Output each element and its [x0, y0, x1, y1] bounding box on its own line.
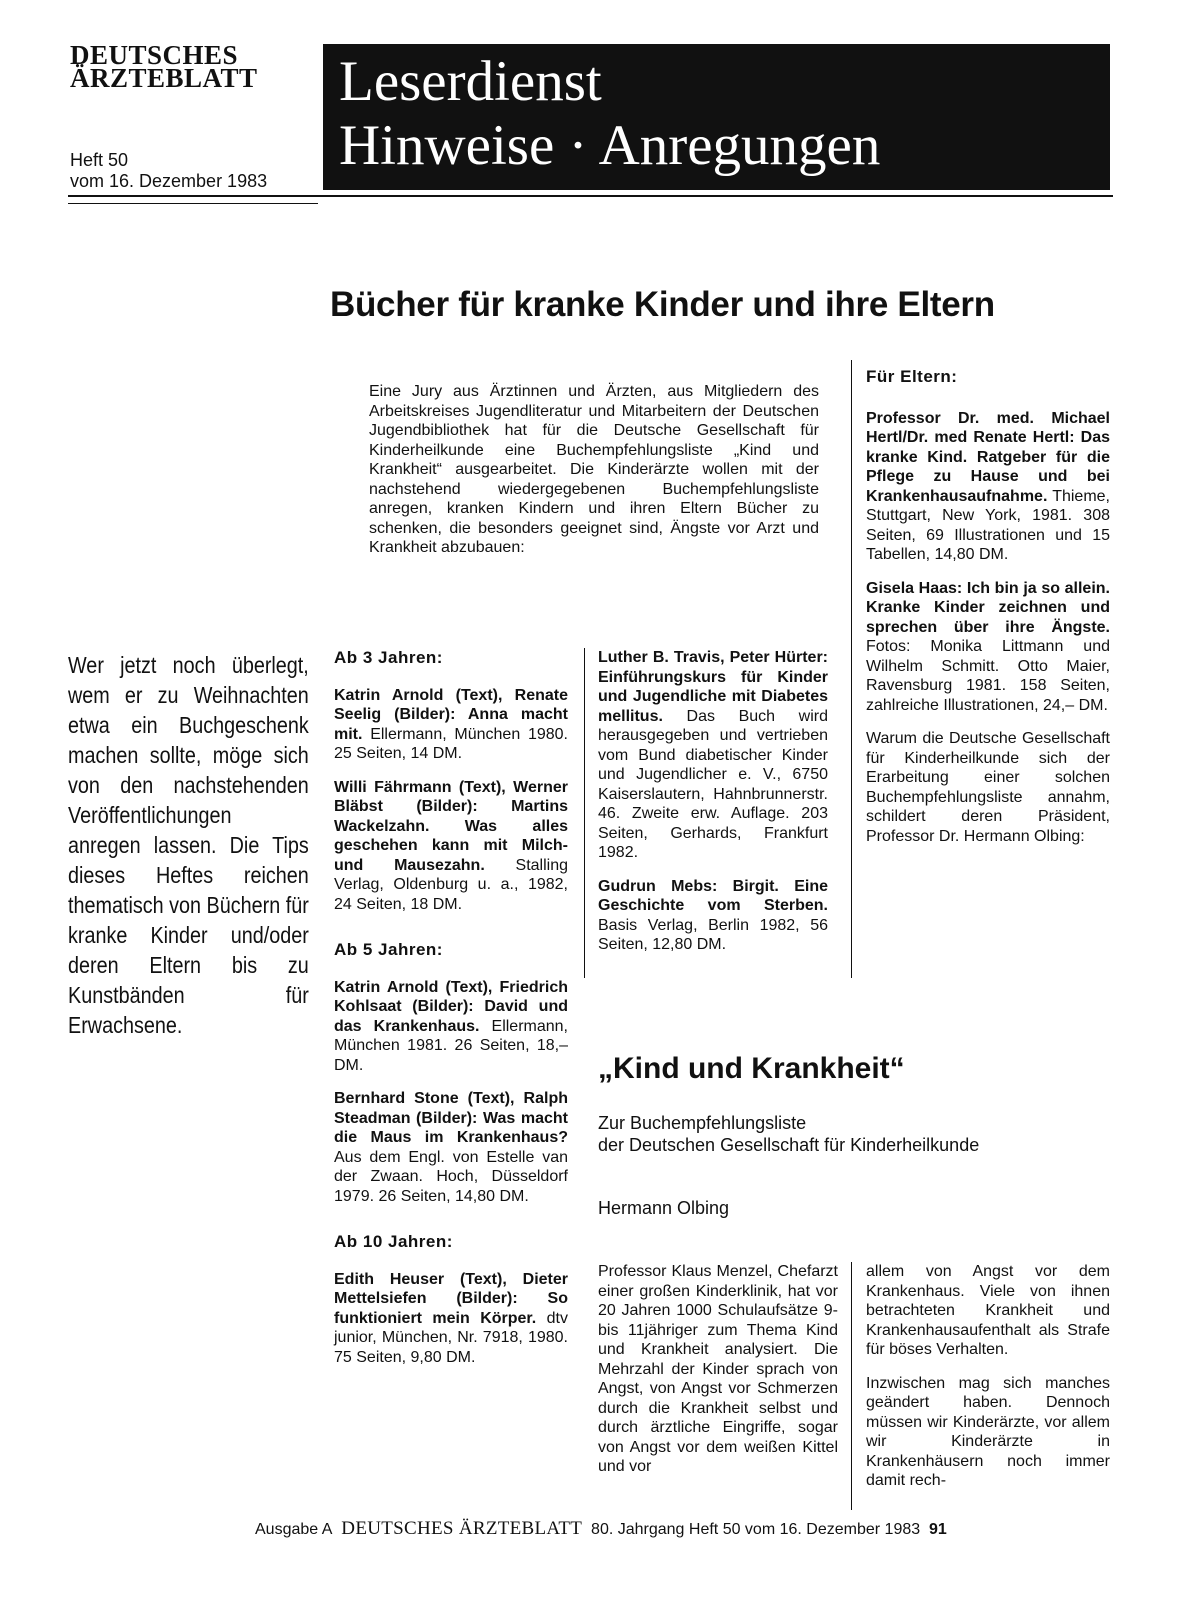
heading-ab-5: Ab 5 Jahren:: [334, 940, 443, 959]
book-entry: Katrin Arnold (Text), Friedrich Kohlsaat (Bilder): David und das Krankenhaus. Ellermann, München 1981. 26 Seiten, 18,– DM.: [334, 978, 568, 1074]
footer-edition: Ausgabe A: [255, 1521, 333, 1538]
header-rule: [68, 195, 1113, 197]
book-entry: Bernhard Stone (Text), Ralph Steadman (Bilder): Was macht die Maus im Krankenhaus? Aus dem Engl. von Estelle van der Zwaan. Hoch, Düsseldorf 1979. 26 Seiten, 14,80 DM.: [334, 1090, 568, 1205]
article-column-left: Professor Klaus Menzel, Chefarzt einer großen Kinderklinik, hat vor 20 Jahren 1000 Schulaufsätze 9- bis 11jähriger zum Thema Kind und Krankheit analysiert. Die Mehrzahl der Kinder sprach von Angst, von Angst vor Schmerzen durch die Krankheit selbst und durch ärztliche Eingriffe, sogar von Angst vor dem weißen Kittel und vor: [598, 1263, 838, 1475]
heading-ab-3: Ab 3 Jahren:: [334, 648, 443, 667]
heading-fuer-eltern: Für Eltern:: [866, 367, 958, 386]
closing-paragraph: Warum die Deutsche Gesellschaft für Kinderheilkunde sich der Erarbeitung einer solchen Buchempfehlungsliste annahm, schildert deren Präsident, Professor Dr. Hermann Olbing:: [866, 730, 1110, 845]
column-2: [598, 648, 828, 969]
banner-line1: Leserdienst: [339, 50, 602, 113]
book-entry: Luther B. Travis, Peter Hürter: Einführungskurs für Kinder und Jugendliche mit Diabetes mellitus. Das Buch wird herausgegeben und vertrieben vom Bund diabetischer Kinder und Jugendlicher e. V., 6750 Kaiserslautern, Hahnbrunnerstr. 46. Zweite erw. Auflage. 203 Seiten, Gerhards, Frankfurt 1982.: [598, 649, 828, 861]
masthead-line2: ÄRZTEBLATT: [70, 63, 258, 93]
section-banner: [323, 44, 1110, 190]
book-entry: Katrin Arnold (Text), Renate Seelig (Bilder): Anna macht mit. Ellermann, München 1980. 25 Seiten, 14 DM.: [334, 686, 568, 762]
article-author: Hermann Olbing: [598, 1198, 730, 1218]
footer-info: 80. Jahrgang Heft 50 vom 16. Dezember 1983: [591, 1521, 921, 1538]
banner-line2: Hinweise · Anregungen: [339, 114, 881, 177]
article-subtitle: Zur Buchempfehlungsliste der Deutschen Gesellschaft für Kinderheilkunde: [598, 1113, 980, 1155]
intro-text: [369, 382, 819, 572]
page-number: 91: [929, 1521, 947, 1538]
article-title: „Kind und Krankheit“: [598, 1052, 905, 1085]
article-column-right: allem von Angst vor dem Krankenhaus. Viele von ihnen betrachteten Krankheit und Krankenhausaufenthalt als Strafe für böses Verhalten. Inzwischen mag sich manches geändert haben. Dennoch müssen wir Kinderärzte, vor allem wir Kinderärzte in Krankenhäusern noch immer damit rech-: [866, 1263, 1110, 1489]
page-headline: Bücher für kranke Kinder und ihre Eltern: [330, 285, 995, 324]
header-rule-short: [68, 203, 318, 204]
column-divider: [584, 648, 585, 978]
masthead-logo: [70, 40, 310, 93]
masthead-line1: DEUTSCHES: [70, 40, 239, 70]
column-divider: [851, 360, 852, 978]
book-entry: Gudrun Mebs: Birgit. Eine Geschichte vom Sterben. Basis Verlag, Berlin 1982, 56 Seiten, 12,80 DM.: [598, 877, 828, 953]
book-entry: Gisela Haas: Ich bin ja so allein. Kranke Kinder zeichnen und sprechen über ihre Ängste. Fotos: Monika Littmann und Wilhelm Schmitt. Otto Maier, Ravensburg 1981. 158 Seiten, zahlreiche Illustrationen, 24,– DM.: [866, 579, 1110, 714]
pull-quote: Wer jetzt noch überlegt, wem er zu Weihnachten etwa ein Buchgeschenk machen sollte, möge sich von den nachstehenden Veröffentlichungen anregen lassen. Die Tips dieses Heftes reichen thematisch von Büchern für kranke Kinder und/oder deren Eltern bis zu Kunstbänden für Erwachsene.: [68, 652, 309, 1038]
column-3: [866, 367, 1110, 860]
heading-ab-10: Ab 10 Jahren:: [334, 1232, 453, 1251]
footer-journal: DEUTSCHES ÄRZTEBLATT: [341, 1518, 583, 1539]
issue-number: Heft 50: [70, 150, 129, 170]
issue-info: [70, 150, 267, 192]
book-entry: Professor Dr. med. Michael Hertl/Dr. med Renate Hertl: Das kranke Kind. Ratgeber für die Pflege zu Hause und bei Krankenhausaufnahme. Thieme, Stuttgart, New York, 1981. 308 Seiten, 69 Illustrationen und 15 Tabellen, 14,80 DM.: [866, 409, 1110, 563]
column-divider: [851, 1262, 852, 1510]
intro-paragraph: Eine Jury aus Ärztinnen und Ärzten, aus Mitgliedern des Arbeitskreises Jugendliteratur und Mitarbeitern der Deutschen Jugendbibliothek hat für die Deutsche Gesellschaft für Kinderheilkunde eine Buchempfehlungsliste „Kind und Krankheit“ ausgearbeitet. Die Kinderärzte wollen mit der nachstehend wiedergegebenen Buchempfehlungsliste anregen, kranken Kindern und ihren Eltern Bücher zu schenken, die besonders geeignet sind, Ängste vor Arzt und Krankheit abzubauen:: [369, 383, 819, 556]
issue-date: vom 16. Dezember 1983: [70, 171, 268, 191]
page-footer: [255, 1518, 947, 1540]
book-entry: Willi Fährmann (Text), Werner Bläbst (Bilder): Martins Wackelzahn. Was alles geschehen kann mit Milch- und Mausezahn. Stalling Verlag, Oldenburg u. a., 1982, 24 Seiten, 18 DM.: [334, 778, 568, 913]
book-entry: Edith Heuser (Text), Dieter Mettelsiefen (Bilder): So funktioniert mein Körper. dtv junior, München, Nr. 7918, 1980. 75 Seiten, 9,80 DM.: [334, 1270, 568, 1366]
column-1: [334, 648, 568, 1381]
